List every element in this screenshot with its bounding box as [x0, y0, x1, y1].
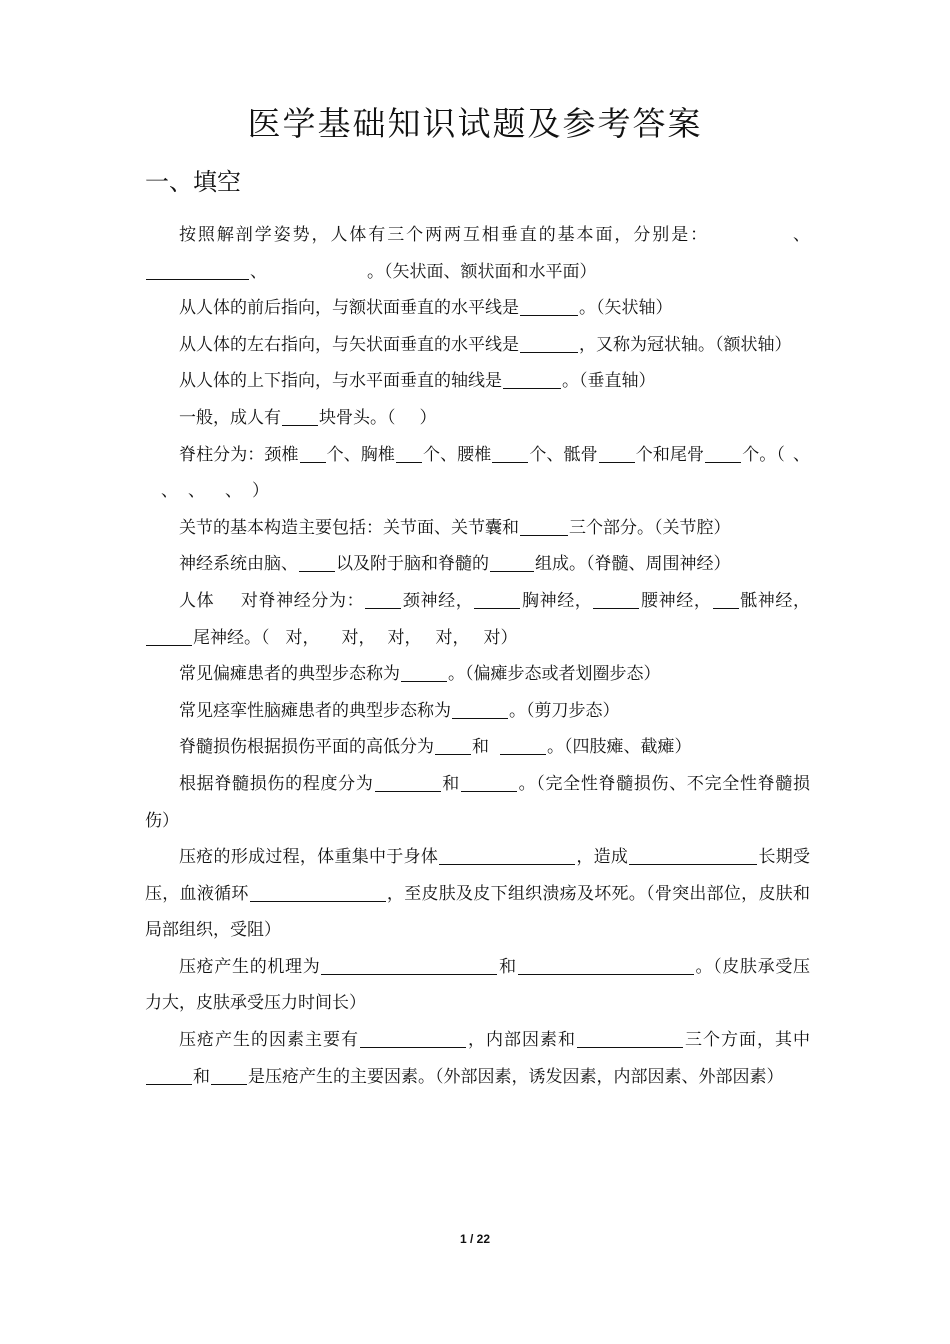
question-text: 对， — [387, 627, 422, 648]
question-15 — [145, 949, 810, 1022]
question-text: 胸神经， — [521, 590, 593, 611]
question-text: 。（皮肤承受压力大，皮肤承受压力时间长） — [145, 956, 811, 1014]
answer-blank — [500, 737, 546, 755]
question-text: 按照解剖学姿势，人体有三个两两互相垂直的基本面，分别是： — [179, 225, 710, 245]
answer-blank — [365, 591, 401, 609]
question-text: 三个部分。（关节腔） — [569, 517, 731, 538]
question-text: 和 — [193, 1066, 210, 1087]
question-text: 。（垂直轴） — [562, 371, 656, 392]
answer-blank — [439, 847, 575, 865]
answer-blank — [146, 1067, 192, 1085]
answer-blank — [520, 518, 568, 536]
question-text: 个。（ — [742, 444, 785, 465]
answer-blank — [705, 445, 741, 463]
answer-blank — [503, 371, 561, 389]
question-text: 个、骶骨 — [529, 444, 598, 465]
question-3 — [145, 327, 810, 364]
question-5 — [145, 400, 810, 437]
question-16 — [145, 1022, 810, 1095]
answer-blank — [490, 554, 534, 572]
answer-blank — [282, 408, 318, 426]
answer-blank — [300, 445, 326, 463]
answer-blank — [461, 774, 517, 792]
question-text: 个和尾骨 — [635, 444, 705, 465]
answer-blank — [250, 884, 386, 902]
question-text: 从人体的左右指向，与矢状面垂直的水平线是 — [179, 334, 519, 355]
question-text: 从人体的上下指向，与水平面垂直的轴线是 — [179, 371, 502, 392]
question-13 — [145, 766, 810, 839]
question-text: 根据脊髓损伤的程度分为 — [179, 773, 374, 794]
question-text: 对， — [435, 627, 470, 648]
answer-blank — [146, 628, 192, 646]
question-text: 脊柱分为：颈椎 — [179, 444, 299, 465]
answer-blank — [713, 591, 739, 609]
question-12 — [145, 729, 810, 766]
answer-blank — [492, 445, 528, 463]
question-text: 对） — [483, 627, 518, 648]
question-text: ，造成 — [576, 847, 629, 868]
question-text: 个、胸椎 — [326, 444, 395, 465]
question-text: 压疮产生的机理为 — [179, 956, 321, 977]
question-text: 和 — [441, 773, 460, 794]
question-text: 。（剪刀步态） — [509, 700, 620, 721]
question-1 — [145, 217, 810, 290]
question-text: 、 — [791, 225, 811, 245]
question-8 — [145, 546, 810, 583]
question-text: 一般，成人有 — [179, 407, 281, 428]
document-title: 医学基础知识试题及参考答案 — [247, 104, 703, 143]
question-text: 、 — [161, 481, 178, 502]
question-text: 骶神经， — [739, 590, 811, 611]
question-text: 组成。（脊髓、周围神经） — [535, 554, 731, 575]
question-text: 。（完全性脊髓损伤、不完全性脊髓损伤） — [145, 773, 811, 831]
answer-blank — [396, 445, 422, 463]
section-heading: 一、填空 — [145, 168, 241, 196]
question-text: 长期受压，血液循环 — [145, 847, 811, 904]
question-text: 块骨头。（ — [319, 407, 396, 428]
question-text: ） — [419, 407, 437, 428]
question-2 — [145, 290, 810, 327]
question-text: 人体 — [179, 590, 215, 611]
answer-blank — [146, 262, 249, 280]
question-list — [145, 217, 810, 1095]
question-text: 脊髓损伤根据损伤平面的高低分为 — [179, 737, 434, 758]
question-text: 尾神经。（ — [193, 627, 270, 648]
question-text: 、 — [250, 261, 267, 282]
question-text: 压疮产生的因素主要有 — [179, 1030, 359, 1051]
question-6 — [145, 437, 810, 510]
question-text: 个、腰椎 — [422, 444, 492, 465]
question-11 — [145, 693, 810, 730]
question-text: 关节的基本构造主要包括：关节面、关节囊和 — [179, 517, 519, 538]
question-text: 对脊神经分为： — [240, 590, 365, 611]
question-4 — [145, 363, 810, 400]
question-text: ，内部因素和 — [467, 1030, 576, 1051]
answer-blank — [452, 701, 508, 719]
answer-blank — [520, 335, 578, 353]
answer-blank — [593, 591, 639, 609]
answer-blank — [360, 1030, 466, 1048]
question-text: 是压疮产生的主要因素。（外部因素，诱发因素，内部因素、外部因素） — [248, 1066, 784, 1087]
answer-blank — [299, 554, 335, 572]
question-text: 和 — [498, 956, 517, 977]
question-text: 神经系统由脑、 — [179, 554, 298, 575]
answer-blank — [629, 847, 757, 865]
question-text: 常见偏瘫患者的典型步态称为 — [179, 664, 400, 685]
question-7 — [145, 510, 810, 547]
question-text: 。（四肢瘫、截瘫） — [547, 737, 692, 758]
answer-blank — [401, 664, 447, 682]
question-text: 和 — [472, 737, 489, 758]
question-text: 、 — [792, 444, 810, 465]
question-text: 、 — [188, 481, 205, 502]
question-text: ，又称为冠状轴。（额状轴） — [579, 334, 792, 355]
page-number: 1 / 22 — [459, 1232, 491, 1246]
question-text: 从人体的前后指向，与额状面垂直的水平线是 — [179, 298, 519, 319]
question-text: ，至皮肤及皮下组织溃疡及坏死。（骨突出部位，皮肤和局部组织，受阻） — [145, 883, 811, 941]
question-14 — [145, 839, 810, 949]
question-text: 。（矢状面、额状面和水平面） — [367, 261, 597, 282]
question-9 — [145, 583, 810, 656]
answer-blank — [211, 1067, 247, 1085]
question-text: 对， — [285, 627, 320, 648]
question-10 — [145, 656, 810, 693]
answer-blank — [321, 957, 497, 975]
answer-blank — [520, 298, 578, 316]
question-text: 腰神经， — [640, 590, 712, 611]
question-text: 。（偏瘫步态或者划圈步态） — [448, 664, 661, 685]
answer-blank — [577, 1030, 683, 1048]
question-text: 压疮的形成过程，体重集中于身体 — [179, 847, 439, 868]
answer-blank — [435, 737, 471, 755]
question-text: 。（矢状轴） — [579, 298, 673, 319]
question-text: 三个方面，其中 — [684, 1030, 810, 1051]
answer-blank — [474, 591, 520, 609]
question-text: 对， — [341, 627, 376, 648]
question-text: 、 — [225, 481, 242, 502]
question-text: 常见痉挛性脑瘫患者的典型步态称为 — [179, 700, 451, 721]
question-text: 颈神经， — [402, 590, 474, 611]
question-text: ） — [252, 481, 269, 502]
answer-blank — [518, 957, 694, 975]
answer-blank — [375, 774, 441, 792]
question-text: 以及附于脑和脊髓的 — [336, 554, 489, 575]
answer-blank — [599, 445, 635, 463]
